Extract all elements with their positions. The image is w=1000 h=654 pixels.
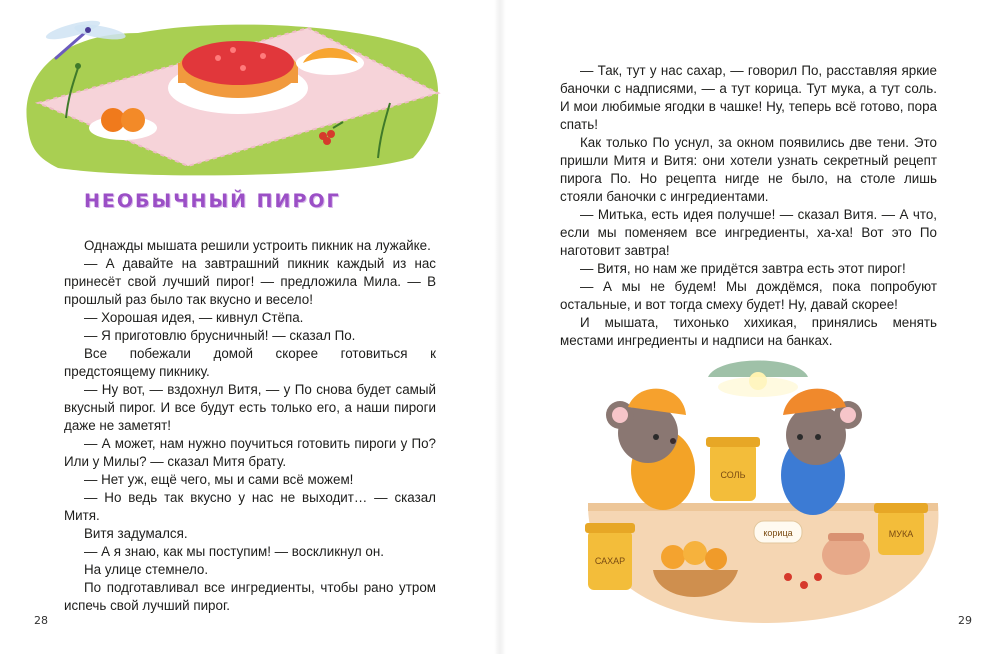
paragraph: — А может, нам нужно поучиться готовить пироги у По? Или у Милы? — сказал Митя брату.	[64, 436, 436, 469]
mice-illustration	[578, 345, 948, 625]
paragraph: — Я приготовлю брусничный! — сказал По.	[84, 328, 356, 343]
story-title: НЕОБЫЧНЫЙ ПИРОГ	[84, 190, 341, 212]
paragraph: — Так, тут у нас сахар, — говорил По, расставляя яркие баночки с надписями, — а тут корица. Тут мука, а тут соль. И мои любимые ягодки в чашке! Ну, теперь всё готово, пора спать!	[560, 63, 937, 132]
mouse-icon	[781, 389, 862, 515]
paragraph: — А я знаю, как мы поступим! — воскликнул он.	[84, 544, 384, 559]
right-page	[500, 0, 1000, 654]
jar-icon	[874, 503, 928, 555]
paragraph: Однажды мышата решили устроить пикник на лужайке.	[84, 238, 431, 253]
paragraph: — А мы не будем! Мы дождёмся, пока попробуют остальные, и вот тогда смеху будет! Ну, давай скорее!	[560, 279, 937, 312]
flour-jar-label: МУКА	[888, 529, 914, 539]
paragraph: — Но ведь так вкусно у нас не выходит… — сказал Митя.	[64, 490, 436, 523]
paragraph: По подготавливал все ингредиенты, чтобы рано утром испечь свой лучший пирог.	[64, 580, 436, 613]
paragraph: Все побежали домой скорее готовиться к предстоящему пикнику.	[64, 346, 436, 379]
lamp-icon	[708, 361, 808, 398]
jar-icon	[706, 437, 760, 501]
salt-jar-label: СОЛЬ	[720, 470, 746, 480]
pot-icon	[822, 533, 870, 575]
paragraph: — Витя, но нам же придётся завтра есть этот пирог!	[580, 261, 906, 276]
paragraph: — А давайте на завтрашний пикник каждый из нас принесёт свой лучший пирог! — предложила Мила. — В прошлый раз было так вкусно и весело!	[64, 256, 436, 307]
paragraph: Как только По уснул, за окном появились две тени. Это пришли Митя и Витя: они хотели узнать секретный рецепт пирога По. Но рецепта нигде не было, на столе лишь стояли баночки с ингредиентами.	[560, 135, 937, 204]
cinnamon-tag	[754, 521, 802, 543]
jar-icon	[585, 523, 635, 590]
sugar-jar-label: САХАР	[594, 556, 626, 566]
page-number-left: 28	[34, 614, 48, 627]
paragraph: Витя задумался.	[84, 526, 188, 541]
paragraph: — Митька, есть идея получше! — сказал Витя. — А что, если мы поменяем все ингредиенты, ха-ха! Вот это По наготовит завтра!	[560, 207, 937, 258]
paragraph: — Ну вот, — вздохнул Витя, — у По снова будет самый вкусный пирог. И все будут есть только его, а наши пироги даже не заметят!	[64, 382, 436, 433]
paragraph: — Хорошая идея, — кивнул Стёпа.	[84, 310, 304, 325]
picnic-illustration	[18, 8, 448, 178]
left-story-text	[64, 237, 436, 615]
cinnamon-tag-label: корица	[763, 528, 793, 538]
page-number-right: 29	[958, 614, 972, 627]
right-story-text	[560, 62, 937, 350]
paragraph: — Нет уж, ещё чего, мы и сами всё можем!	[84, 472, 354, 487]
paragraph: На улице стемнело.	[84, 562, 209, 577]
mouse-icon	[606, 389, 695, 510]
paragraph: И мышата, тихонько хихикая, принялись менять местами ингредиенты и надписи на банках.	[560, 315, 937, 348]
